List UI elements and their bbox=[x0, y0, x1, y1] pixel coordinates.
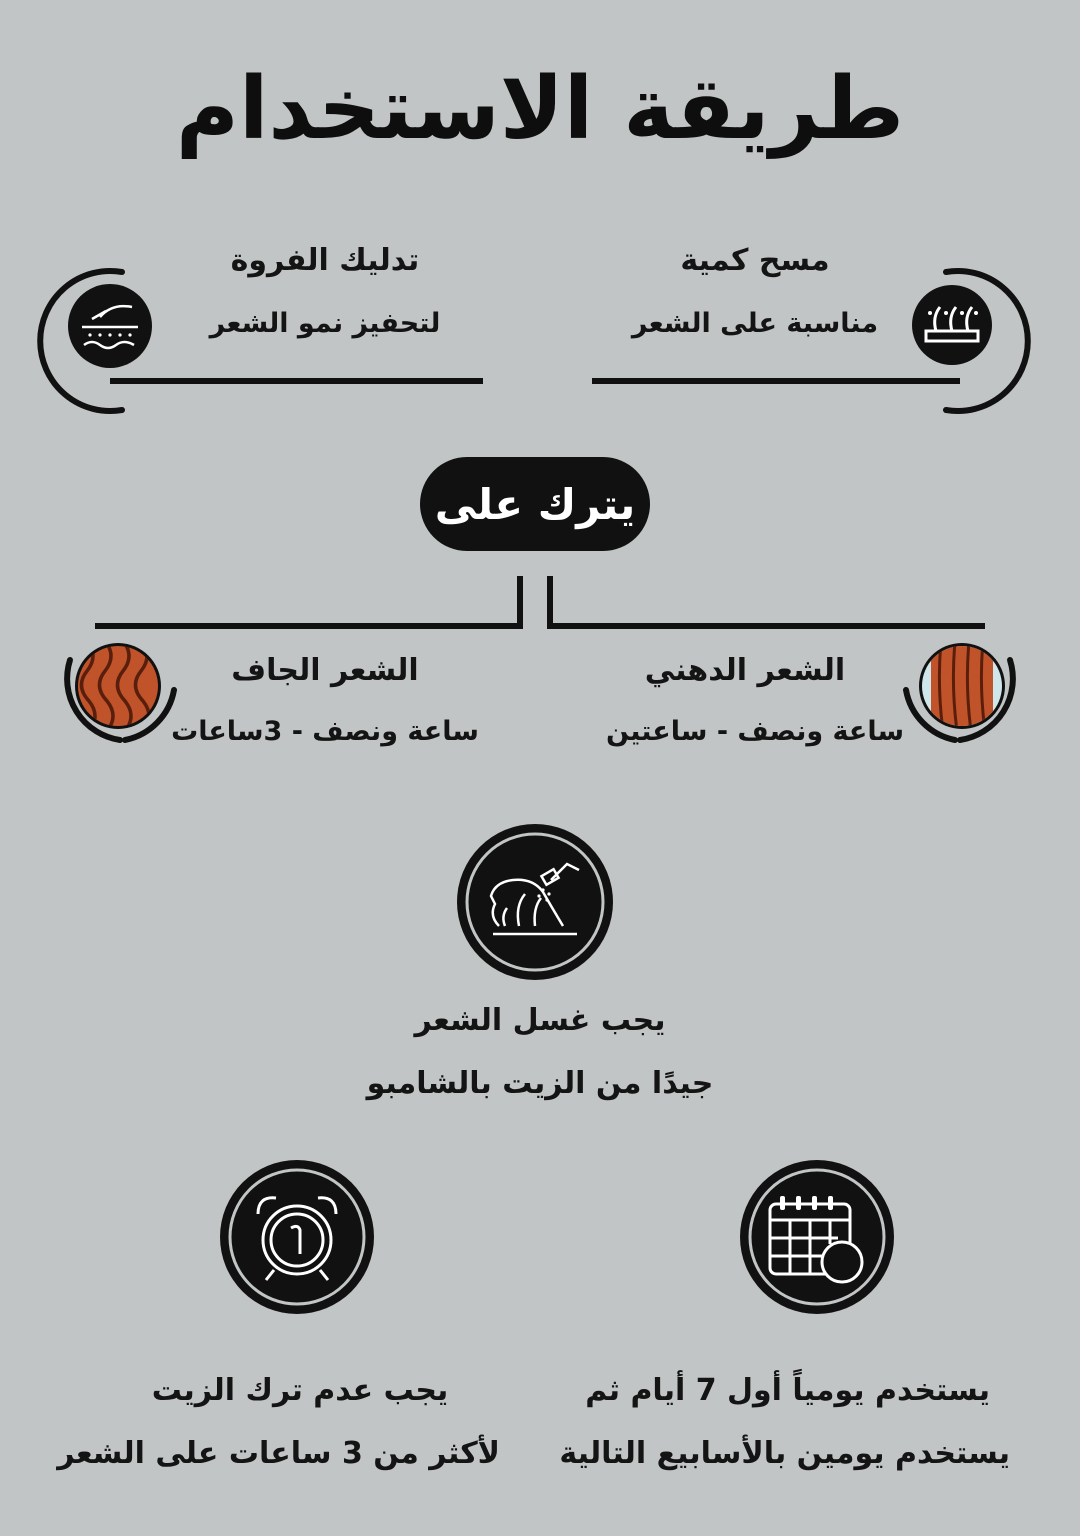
oily-hair-strands-icon bbox=[917, 641, 1007, 731]
usage-schedule-line2: يستخدم يومين بالأسابيع التالية bbox=[559, 1436, 1010, 1471]
hair-washing-icon bbox=[455, 822, 615, 982]
dry-hair-duration: ساعة ونصف - 3ساعات bbox=[171, 716, 479, 747]
step-massage-line1: تدليك الفروة bbox=[230, 243, 420, 278]
step-apply-line2: مناسبة على الشعر bbox=[631, 308, 879, 339]
wash-line2: جيدًا من الزيت بالشامبو bbox=[366, 1066, 714, 1101]
step-apply-line1: مسح كمية bbox=[680, 243, 830, 278]
hair-roots-icon bbox=[910, 283, 994, 367]
max-duration-line2: لأكثر من 3 ساعات على الشعر bbox=[57, 1436, 500, 1471]
page-title: طريقة الاستخدام bbox=[175, 59, 905, 159]
dry-hair-strands-icon bbox=[73, 641, 163, 731]
dry-hair-name: الشعر الجاف bbox=[231, 653, 419, 688]
alarm-clock-icon bbox=[218, 1158, 376, 1316]
oily-hair-duration: ساعة ونصف - ساعتين bbox=[605, 716, 905, 747]
step-massage-line2: لتحفيز نمو الشعر bbox=[209, 308, 441, 339]
usage-schedule-line1: يستخدم يومياً أول 7 أيام ثم bbox=[585, 1373, 990, 1408]
leave-on-label: يترك على bbox=[420, 457, 650, 551]
scalp-massage-icon bbox=[62, 283, 158, 369]
wash-line1: يجب غسل الشعر bbox=[414, 1003, 666, 1038]
oily-hair-name: الشعر الدهني bbox=[644, 653, 846, 688]
calendar-icon bbox=[738, 1158, 896, 1316]
max-duration-line1: يجب عدم ترك الزيت bbox=[151, 1373, 449, 1408]
